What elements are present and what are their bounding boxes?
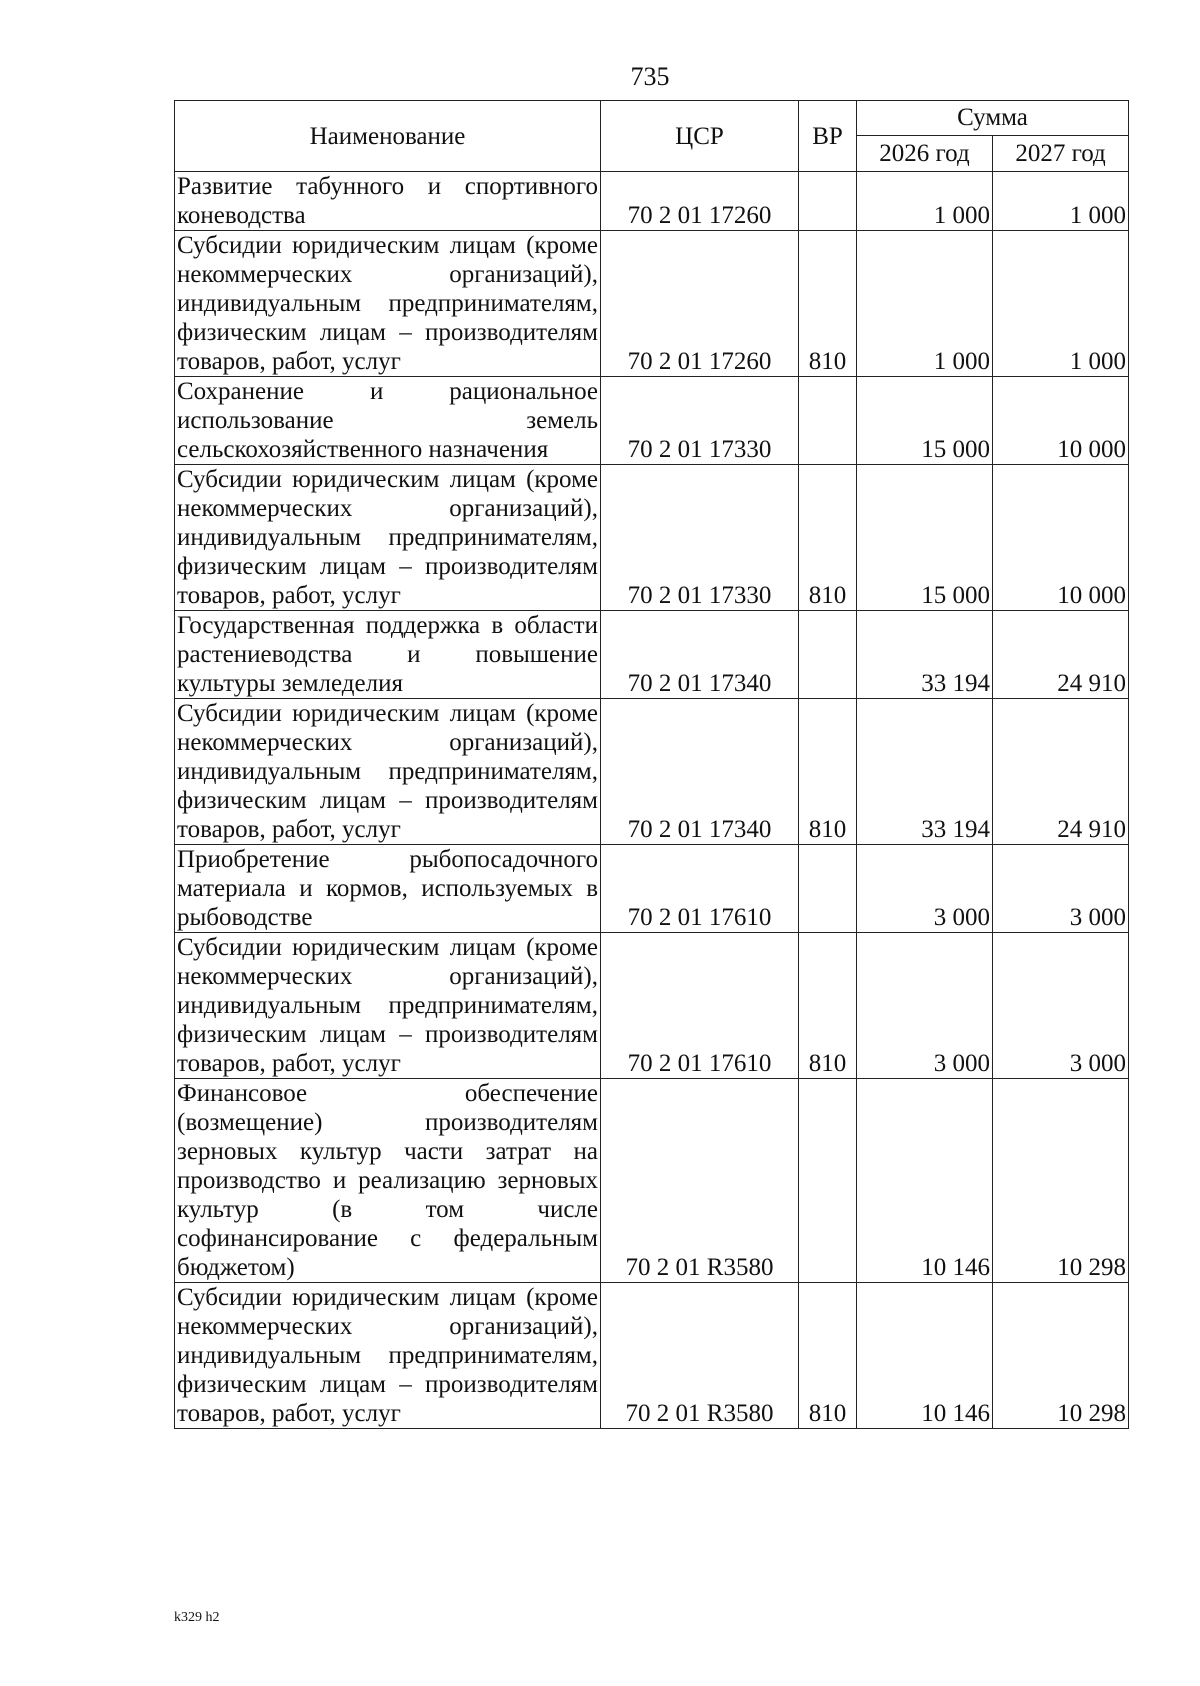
table-row xyxy=(175,377,1129,465)
header-sum: Сумма xyxy=(857,101,1129,136)
row-sum-2026-cell: 1 000 xyxy=(857,172,993,231)
row-sum-2027-cell: 10 298 xyxy=(993,1283,1129,1429)
row-vr-cell: 810 xyxy=(799,1283,857,1429)
header-name: Наименование xyxy=(175,101,601,172)
header-vr: ВР xyxy=(799,101,857,172)
row-sum-2027-cell: 3 000 xyxy=(993,933,1129,1079)
row-vr-cell xyxy=(799,845,857,933)
row-csr-cell: 70 2 01 17330 xyxy=(601,465,799,611)
row-name-cell: Финансовое обеспечение (возмещение) производителям зерновых культур части затрат на производство и реализацию зерновых культур (в том числе софинансирование с федеральным бюджетом) xyxy=(175,1079,601,1283)
row-sum-2026-cell: 10 146 xyxy=(857,1079,993,1283)
row-sum-2026-cell: 1 000 xyxy=(857,231,993,377)
row-vr-cell xyxy=(799,172,857,231)
table-row xyxy=(175,172,1129,231)
page-number: 735 xyxy=(630,62,670,91)
row-name-cell: Приобретение рыбопосадочного материала и кормов, используемых в рыбоводстве xyxy=(175,845,601,933)
row-csr-cell: 70 2 01 17260 xyxy=(601,231,799,377)
row-csr-cell: 70 2 01 17330 xyxy=(601,377,799,465)
header-year-2026: 2026 год xyxy=(857,135,993,171)
row-sum-2026-cell: 33 194 xyxy=(857,611,993,699)
row-vr-cell: 810 xyxy=(799,465,857,611)
row-vr-cell xyxy=(799,611,857,699)
row-vr-cell xyxy=(799,1079,857,1283)
row-sum-2026-cell: 3 000 xyxy=(857,933,993,1079)
row-sum-2027-cell: 24 910 xyxy=(993,611,1129,699)
row-name-cell: Субсидии юридическим лицам (кроме некоммерческих организаций), индивидуальным предпринимателям, физическим лицам – производителям товаров, работ, услуг xyxy=(175,699,601,845)
row-csr-cell: 70 2 01 R3580 xyxy=(601,1283,799,1429)
row-name-cell: Сохранение и рациональное использование земель сельскохозяйственного назначения xyxy=(175,377,601,465)
table-row xyxy=(175,699,1129,845)
row-sum-2027-cell: 10 298 xyxy=(993,1079,1129,1283)
row-sum-2026-cell: 10 146 xyxy=(857,1283,993,1429)
row-sum-2027-cell: 3 000 xyxy=(993,845,1129,933)
row-vr-cell: 810 xyxy=(799,231,857,377)
row-name-cell: Субсидии юридическим лицам (кроме некоммерческих организаций), индивидуальным предпринимателям, физическим лицам – производителям товаров, работ, услуг xyxy=(175,933,601,1079)
table-body xyxy=(175,172,1129,1429)
row-csr-cell: 70 2 01 17610 xyxy=(601,933,799,1079)
row-sum-2027-cell: 1 000 xyxy=(993,231,1129,377)
row-sum-2027-cell: 10 000 xyxy=(993,465,1129,611)
row-vr-cell: 810 xyxy=(799,933,857,1079)
row-csr-cell: 70 2 01 17260 xyxy=(601,172,799,231)
row-sum-2026-cell: 3 000 xyxy=(857,845,993,933)
row-name-cell: Государственная поддержка в области растениеводства и повышение культуры земледелия xyxy=(175,611,601,699)
row-csr-cell: 70 2 01 17340 xyxy=(601,611,799,699)
row-sum-2027-cell: 24 910 xyxy=(993,699,1129,845)
header-year-2027: 2027 год xyxy=(993,135,1129,171)
header-csr: ЦСР xyxy=(601,101,799,172)
table-row xyxy=(175,465,1129,611)
table-row xyxy=(175,611,1129,699)
row-name-cell: Развитие табунного и спортивного коневодства xyxy=(175,172,601,231)
row-sum-2027-cell: 1 000 xyxy=(993,172,1129,231)
footer-code: k329 h2 xyxy=(174,1610,220,1625)
table-row xyxy=(175,933,1129,1079)
budget-table xyxy=(174,100,1129,1429)
table-row xyxy=(175,1079,1129,1283)
row-csr-cell: 70 2 01 R3580 xyxy=(601,1079,799,1283)
row-csr-cell: 70 2 01 17610 xyxy=(601,845,799,933)
table-row xyxy=(175,231,1129,377)
table-row xyxy=(175,845,1129,933)
row-sum-2026-cell: 15 000 xyxy=(857,465,993,611)
row-sum-2026-cell: 15 000 xyxy=(857,377,993,465)
row-sum-2027-cell: 10 000 xyxy=(993,377,1129,465)
row-vr-cell: 810 xyxy=(799,699,857,845)
row-vr-cell xyxy=(799,377,857,465)
table-row xyxy=(175,1283,1129,1429)
row-name-cell: Субсидии юридическим лицам (кроме некоммерческих организаций), индивидуальным предпринимателям, физическим лицам – производителям товаров, работ, услуг xyxy=(175,465,601,611)
row-name-cell: Субсидии юридическим лицам (кроме некоммерческих организаций), индивидуальным предпринимателям, физическим лицам – производителям товаров, работ, услуг xyxy=(175,1283,601,1429)
row-sum-2026-cell: 33 194 xyxy=(857,699,993,845)
row-csr-cell: 70 2 01 17340 xyxy=(601,699,799,845)
row-name-cell: Субсидии юридическим лицам (кроме некоммерческих организаций), индивидуальным предпринимателям, физическим лицам – производителям товаров, работ, услуг xyxy=(175,231,601,377)
